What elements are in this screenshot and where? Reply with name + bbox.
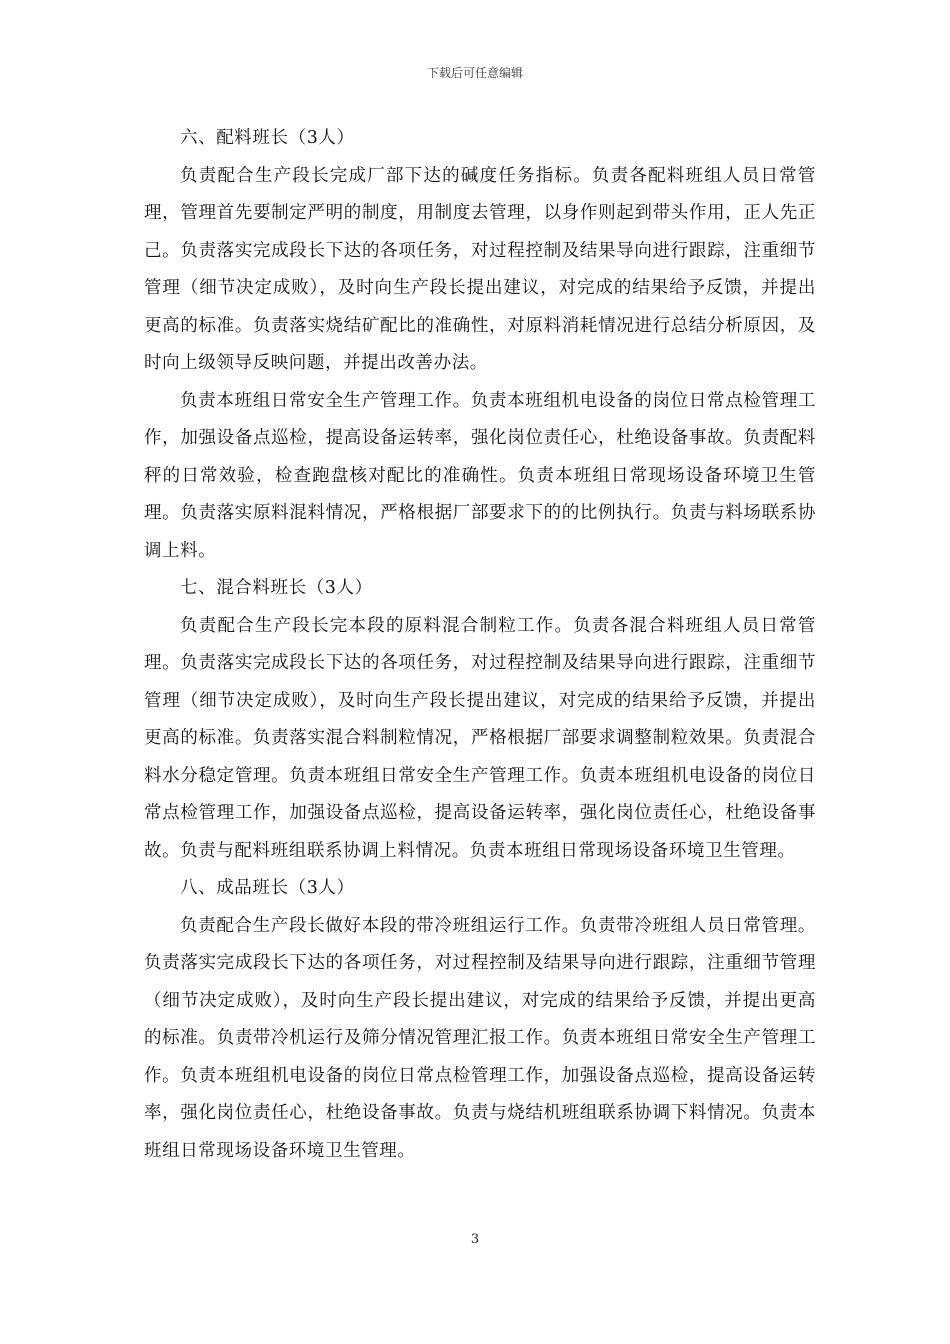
page-number: 3	[470, 1232, 480, 1247]
section-heading-7: 七、混合料班长（3人）	[180, 578, 373, 598]
section-6-paragraph-2: 负责本班组日常安全生产管理工作。负责本班组机电设备的岗位日常点检管理工作，加强设备点巡检，提高设备运转率，强化岗位责任心，杜绝设备事故。负责配料秤的日常效验，检查跑盘核对配比的准确性。负责本班组日常现场设备环境卫生管理。负责落实原料混料情况，严格根据厂部要求下的的比例执行。负责与料场联系协调上料。	[144, 390, 816, 561]
section-6-paragraph-1: 负责配合生产段长完成厂部下达的碱度任务指标。负责各配料班组人员日常管理，管理首先要制定严明的制度，用制度去管理，以身作则起到带头作用，正人先正己。负责落实完成段长下达的各项任务，对过程控制及结果导向进行跟踪，注重细节管理（细节决定成败），及时向生产段长提出建议，对完成的结果给予反馈，并提出更高的标准。负责落实烧结矿配比的准确性，对原料消耗情况进行总结分析原因，及时向上级领导反映问题，并提出改善办法。	[144, 165, 816, 373]
section-heading-6: 六、配料班长（3人）	[180, 128, 355, 148]
page-header: 下载后可任意编辑	[426, 66, 523, 80]
document-body	[144, 120, 816, 1170]
section-8-paragraph-1: 负责配合生产段长做好本段的带冷班组运行工作。负责带冷班组人员日常管理。负责落实完成段长下达的各项任务，对过程控制及结果导向进行跟踪，注重细节管理（细节决定成败），及时向生产段长提出建议，对完成的结果给予反馈，并提出更高的标准。负责带冷机运行及筛分情况管理汇报工作。负责本班组日常安全生产管理工作。负责本班组机电设备的岗位日常点检管理工作，加强设备点巡检，提高设备运转率，强化岗位责任心，杜绝设备事故。负责与烧结机班组联系协调下料情况。负责本班组日常现场设备环境卫生管理。	[144, 915, 816, 1161]
section-7-paragraph-1: 负责配合生产段长完本段的原料混合制粒工作。负责各混合料班组人员日常管理。负责落实完成段长下达的各项任务，对过程控制及结果导向进行跟踪，注重细节管理（细节决定成败），及时向生产段长提出建议，对完成的结果给予反馈，并提出更高的标准。负责落实混合料制粒情况，严格根据厂部要求调整制粒效果。负责混合料水分稳定管理。负责本班组日常安全生产管理工作。负责本班组机电设备的岗位日常点检管理工作，加强设备点巡检，提高设备运转率，强化岗位责任心，杜绝设备事故。负责与配料班组联系协调上料情况。负责本班组日常现场设备环境卫生管理。	[144, 615, 816, 861]
section-heading-8: 八、成品班长（3人）	[180, 878, 355, 898]
